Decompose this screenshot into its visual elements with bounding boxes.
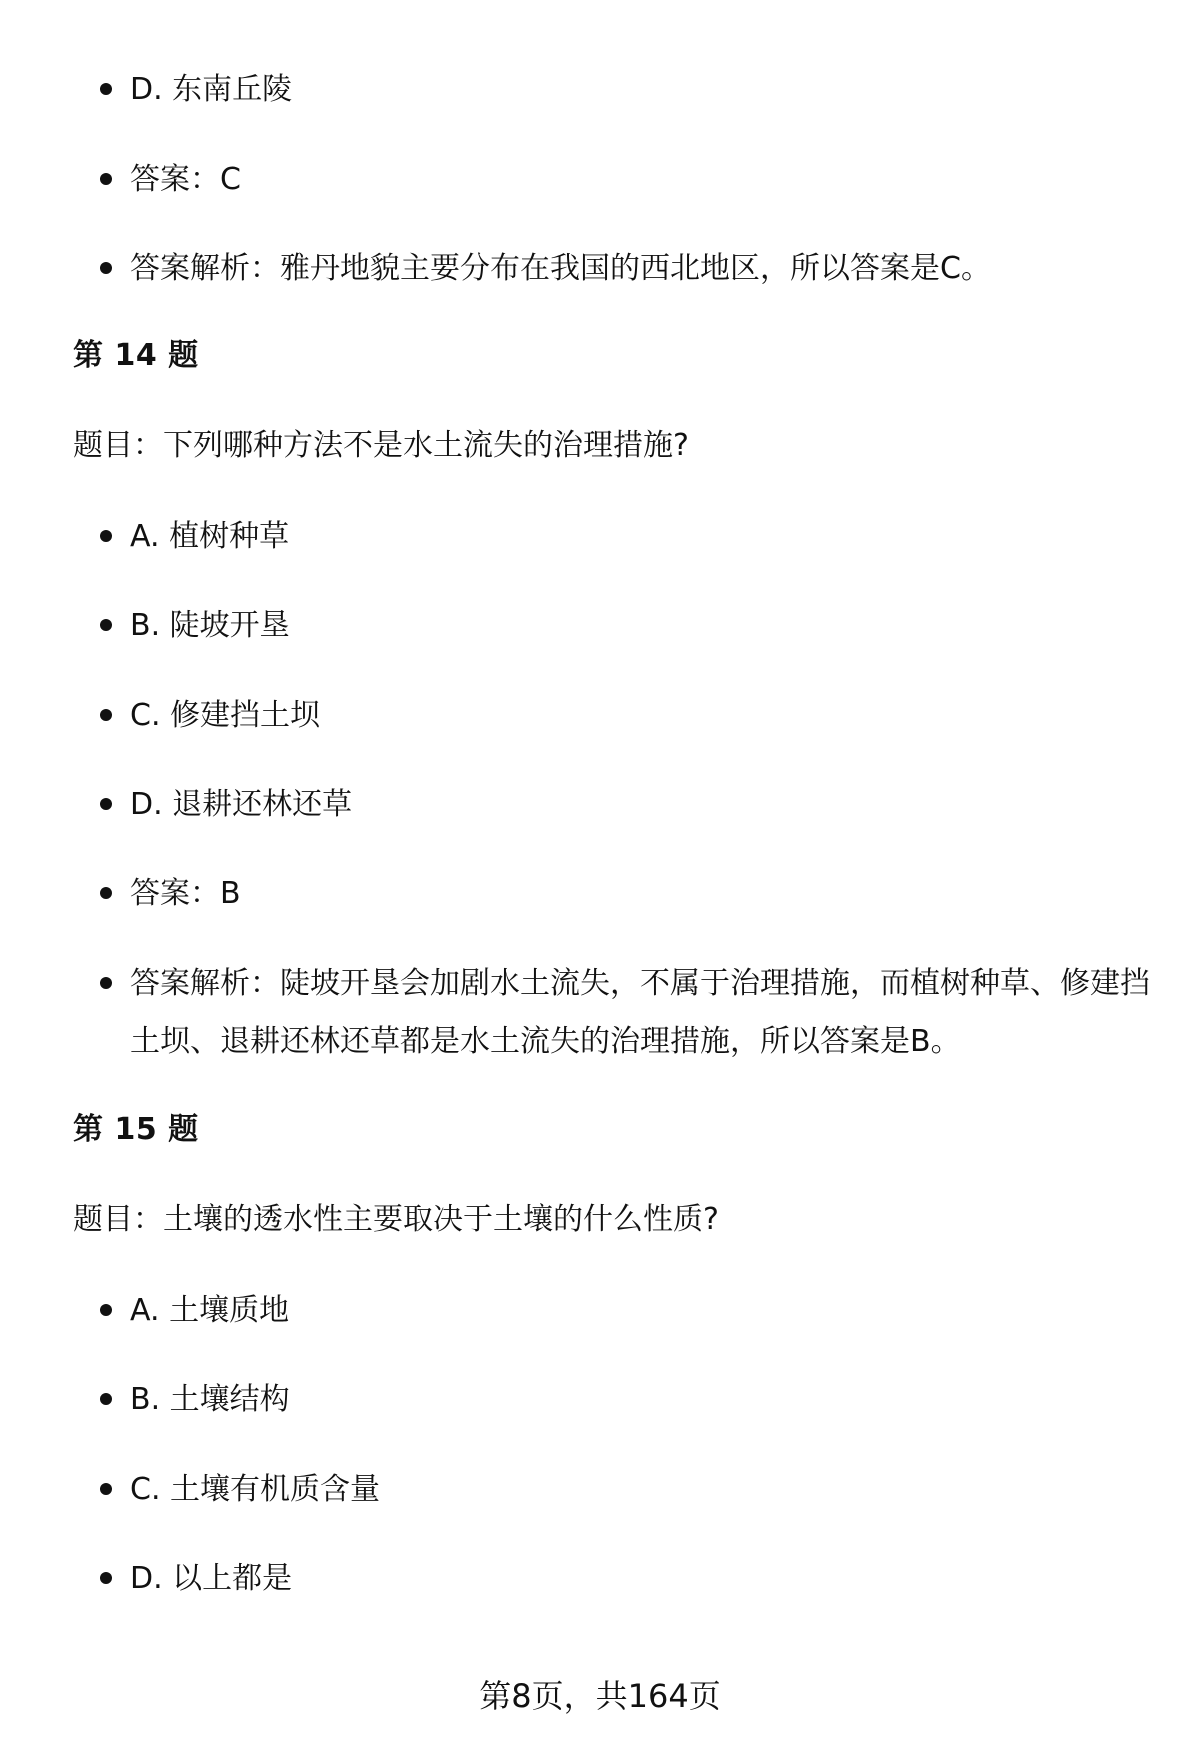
q15-option-b: B. 土壤结构 [100, 1371, 1160, 1429]
question-14-heading: 第 14 题 [73, 338, 199, 373]
q14-option-d: D. 退耕还林还草 [100, 776, 1160, 834]
option-d-prev: D. 东南丘陵 [100, 61, 1160, 119]
question-14-text: 题目：下列哪种方法不是水土流失的治理措施? [73, 428, 689, 463]
q15-option-d: D. 以上都是 [100, 1550, 1160, 1608]
explanation-prev: 答案解析：雅丹地貌主要分布在我国的西北地区，所以答案是C。 [100, 240, 1160, 298]
q14-option-c: C. 修建挡土坝 [100, 687, 1160, 745]
q14-option-a: A. 植树种草 [100, 508, 1160, 566]
page-number: 第8页，共164页 [479, 1677, 721, 1715]
question-15-heading: 第 15 题 [73, 1112, 199, 1147]
q14-explanation: 答案解析：陡坡开垦会加剧水土流失，不属于治理措施，而植树种草、修建挡土坝、退耕还林还草都是水土流失的治理措施，所以答案是B。 [100, 955, 1160, 1071]
q14-option-b: B. 陡坡开垦 [100, 597, 1160, 655]
q15-option-c: C. 土壤有机质含量 [100, 1461, 1160, 1519]
q15-option-a: A. 土壤质地 [100, 1282, 1160, 1340]
q14-answer: 答案：B [100, 865, 1160, 923]
answer-prev: 答案：C [100, 151, 1160, 209]
question-15-text: 题目：土壤的透水性主要取决于土壤的什么性质? [73, 1202, 719, 1237]
